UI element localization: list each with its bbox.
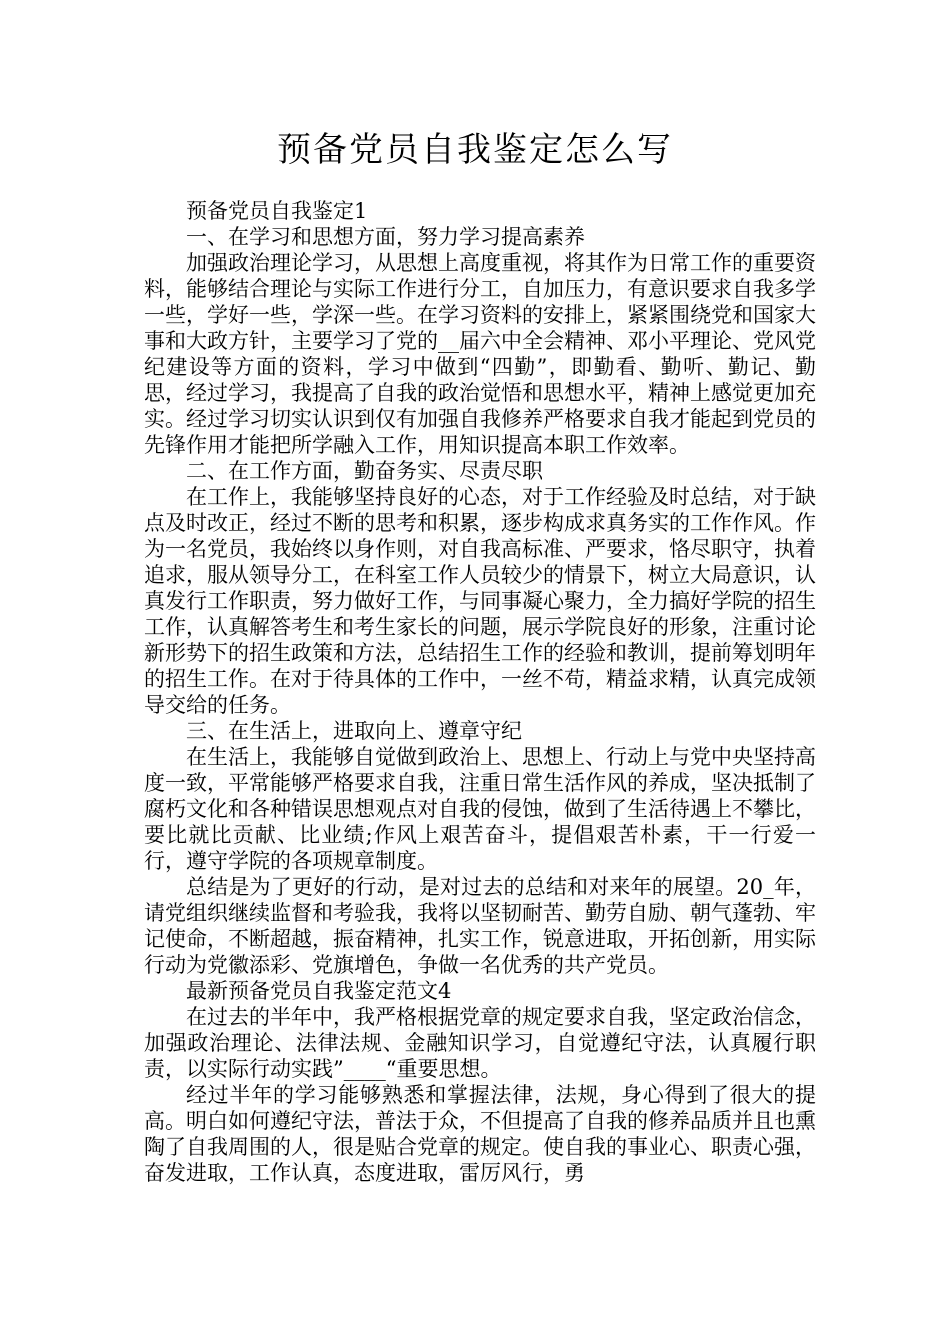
- body-paragraph: 加强政治理论学习，从思想上高度重视，将其作为日常工作的重要资料，能够结合理论与实际工作进行分工，自加压力，有意识要求自我多学一些，学好一些，学深一些。在学习资料的安排上，紧紧围绕党和国家大事和大政方针，主要学习了党的__届六中全会精神、邓小平理论、党风党纪建设等方面的资料，学习中做到“四勤”，即勤看、勤听、勤记、勤思，经过学习，我提高了自我的政治觉悟和思想水平，精神上感觉更加充实。经过学习切实认识到仅有加强自我修养严格要求自我才能起到党员的先锋作用才能把所学融入工作，用知识提高本职工作效率。: [144, 251, 816, 457]
- section-heading: 一、在学习和思想方面，努力学习提高素养: [186, 225, 585, 249]
- document-title: 预备党员自我鉴定怎么写: [277, 130, 673, 170]
- section-heading: 三、在生活上，进取向上、遵章守纪: [186, 719, 522, 743]
- body-paragraph: 总结是为了更好的行动，是对过去的总结和对来年的展望。20_年，请党组织继续监督和考验我，我将以坚韧耐苦、勤劳自励、朝气蓬勃、牢记使命，不断超越，振奋精神，扎实工作，锐意进取，开拓创新，用实际行动为党徽添彩、党旗增色，争做一名优秀的共产党员。: [144, 875, 816, 977]
- body-paragraph: 在生活上，我能够自觉做到政治上、思想上、行动上与党中央坚持高度一致，平常能够严格要求自我，注重日常生活作风的养成，坚决抵制了腐朽文化和各种错误思想观点对自我的侵蚀，做到了生活待遇上不攀比，要比就比贡献、比业绩;作风上艰苦奋斗，提倡艰苦朴素，干一行爱一行，遵守学院的各项规章制度。: [144, 745, 816, 873]
- section-heading: 预备党员自我鉴定1: [186, 199, 368, 223]
- body-paragraph: 在工作上，我能够坚持良好的心态，对于工作经验及时总结，对于缺点及时改正，经过不断的思考和积累，逐步构成求真务实的工作作风。作为一名党员，我始终以身作则，对自我高标准、严要求，恪尽职守，执着追求，服从领导分工，在科室工作人员较少的情景下，树立大局意识，认真发行工作职责，努力做好工作，与同事凝心聚力，全力搞好学院的招生工作，认真解答考生和考生家长的问题，展示学院良好的形象，注重讨论新形势下的招生政策和方法，总结招生工作的经验和教训，提前筹划明年的招生工作。在对于待具体的工作中，一丝不苟，精益求精，认真完成领导交给的任务。: [144, 485, 816, 717]
- body-paragraph: 在过去的半年中，我严格根据党章的规定要求自我，坚定政治信念，加强政治理论、法律法规、金融知识学习，自觉遵纪守法，认真履行职责，以实际行动实践”____“重要思想。: [144, 1005, 816, 1081]
- document-body: [144, 198, 816, 1186]
- section-heading: 二、在工作方面，勤奋务实、尽责尽职: [186, 459, 543, 483]
- body-paragraph: 经过半年的学习能够熟悉和掌握法律，法规，身心得到了很大的提高。明白如何遵纪守法，普法于众，不但提高了自我的修养品质并且也熏陶了自我周围的人，很是贴合党章的规定。使自我的事业心、职责心强，奋发进取，工作认真，态度进取，雷厉风行，勇: [144, 1083, 816, 1185]
- section-heading: 最新预备党员自我鉴定范文4: [186, 979, 452, 1003]
